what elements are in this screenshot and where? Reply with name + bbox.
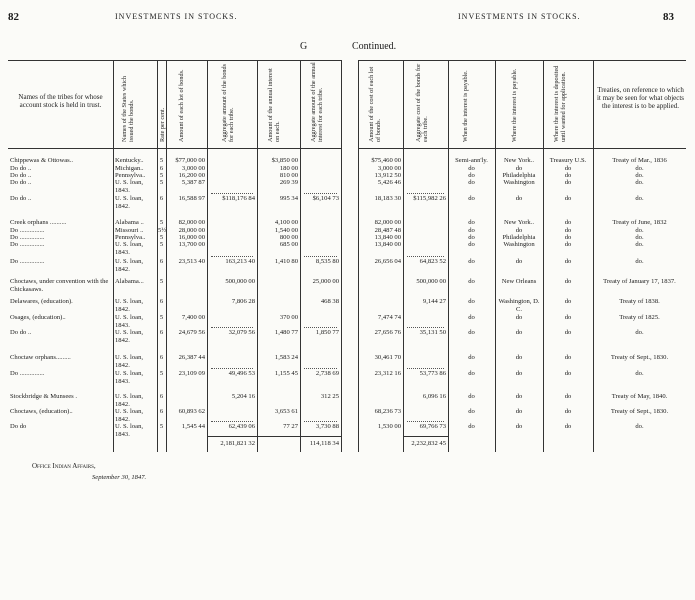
annual-interest: 1,540 00 (274, 227, 298, 234)
right-running-title: INVESTMENTS IN STOCKS. (458, 12, 581, 21)
aggregate-cost: 6,096 16 (422, 393, 446, 400)
subtotal-rule (304, 327, 337, 328)
where-payable: Washington, D. C. (498, 298, 540, 313)
column-header-where-deposited: Where the interest is deposited until wanted for application. (553, 65, 567, 142)
where-deposited: do (564, 234, 572, 241)
aggregate-bonds: 163,213 40 (225, 258, 255, 265)
aggregate-cost: 9,144 27 (422, 298, 446, 305)
annual-interest: 995 34 (279, 195, 298, 202)
where-deposited: do (564, 298, 572, 305)
treaty-reference: Treaty of May, 1840. (611, 393, 668, 400)
cost-each-lot: 18,183 30 (374, 195, 401, 202)
tribe-name: Do do .. (10, 329, 32, 336)
annual-interest: 3,653 61 (274, 408, 298, 415)
amount-each-lot: 24,679 56 (178, 329, 205, 336)
rate-per-cent: 5 (159, 423, 164, 430)
when-payable: do (468, 165, 475, 172)
cost-each-lot: 13,840 00 (374, 241, 401, 248)
amount-each-lot: 28,000 00 (178, 227, 205, 234)
amount-each-lot: 16,588 97 (178, 195, 205, 202)
section-letter: G (300, 41, 308, 52)
where-deposited: do (564, 195, 572, 202)
section-continued: Continued. (352, 41, 397, 52)
tribe-name: Do ............... (10, 258, 45, 265)
subtotal-rule (211, 256, 253, 257)
office-signature: Office Indian Affairs, (32, 462, 96, 470)
column-header-annual-interest: Amount of the annual interest on each. (267, 68, 281, 142)
total-aggregate-interest: 114,118 34 (309, 440, 339, 447)
right-column-rule (593, 60, 594, 452)
where-payable: do (515, 195, 523, 202)
issuing-state: U. S. loan, 1842. (115, 298, 144, 313)
amount-each-lot: 1,545 44 (181, 423, 205, 430)
treaty-reference: do. (635, 423, 644, 430)
treaty-reference: Treaty of 1825. (619, 314, 660, 321)
subtotal-rule (211, 421, 253, 422)
amount-each-lot: 23,513 40 (178, 258, 205, 265)
column-header-aggregate-interest: Aggregate amount of the annual interest for each tribe. (310, 62, 324, 142)
rate-per-cent: 5 (159, 219, 164, 226)
right-table-top-rule (358, 60, 686, 61)
rate-per-cent: 5 (159, 314, 164, 321)
where-payable: do (515, 370, 523, 377)
where-deposited: do (564, 227, 572, 234)
column-header-rate: Rate per cent. (159, 107, 166, 142)
aggregate-cost: 69,766 73 (419, 423, 446, 430)
where-payable: Washington (503, 241, 535, 248)
where-deposited: do (564, 241, 572, 248)
tribe-name: Delawares, (education). (10, 298, 73, 305)
where-deposited: do (564, 370, 572, 377)
where-payable: New York.. (503, 157, 535, 164)
where-payable: do (515, 408, 523, 415)
where-payable: do (515, 258, 523, 265)
when-payable: do (468, 195, 475, 202)
tribe-name: Do ............... (10, 234, 45, 241)
treaty-reference: do. (635, 234, 644, 241)
tribe-name: Do do .. (10, 195, 32, 202)
aggregate-bonds: 62,439 06 (228, 423, 255, 430)
annual-interest: 800 00 (279, 234, 298, 241)
aggregate-cost: $115,982 26 (413, 195, 446, 202)
tribe-name: Choctaws, under convention with the Chickasaws. (10, 278, 109, 293)
when-payable: do (468, 329, 475, 336)
when-payable: do (468, 314, 475, 321)
where-payable: do (515, 423, 523, 430)
where-payable: do (515, 314, 523, 321)
aggregate-interest: $6,104 73 (312, 195, 339, 202)
total-aggregate-cost: 2,232,832 45 (411, 440, 446, 447)
tribe-name: Choctaw orphans......... (10, 354, 71, 361)
annual-interest: 810 00 (279, 172, 298, 179)
cost-each-lot: 27,656 76 (374, 329, 401, 336)
left-column-rule (113, 60, 114, 452)
tribe-name: Creek orphans .......... (10, 219, 67, 226)
tribe-name: Do do .. (10, 165, 32, 172)
issuing-state: U. S. loan, 1843. (115, 241, 144, 256)
treaty-reference: do. (635, 165, 644, 172)
issuing-state: Michigan.. (115, 165, 144, 172)
subtotal-rule (407, 256, 444, 257)
where-payable: do (515, 354, 523, 361)
annual-interest: 1,480 77 (274, 329, 298, 336)
cost-each-lot: 1,530 00 (377, 423, 401, 430)
when-payable: do (468, 370, 475, 377)
rate-per-cent: 6 (159, 329, 164, 336)
annual-interest: 685 00 (279, 241, 298, 248)
where-deposited: do (564, 329, 572, 336)
left-running-title: INVESTMENTS IN STOCKS. (115, 12, 238, 21)
where-deposited: do (564, 219, 572, 226)
cost-each-lot: 26,656 04 (374, 258, 401, 265)
where-payable: New Orleans (501, 278, 537, 285)
when-payable: do (468, 227, 475, 234)
subtotal-rule (407, 327, 444, 328)
cost-each-lot: 23,312 16 (374, 370, 401, 377)
where-deposited: do (564, 354, 572, 361)
aggregate-cost: 500,000 00 (416, 278, 446, 285)
tribe-name: Do do .. (10, 172, 32, 179)
where-deposited: Treasury U.S. (549, 157, 587, 164)
when-payable: do (468, 393, 475, 400)
totals-rule (207, 436, 341, 437)
where-payable: do (515, 393, 523, 400)
column-header-amount-each: Amount of each lot of bonds. (178, 69, 185, 142)
when-payable: do (468, 298, 475, 305)
where-deposited: do (564, 179, 572, 186)
aggregate-interest: 8,535 80 (315, 258, 339, 265)
cost-each-lot: 30,461 70 (374, 354, 401, 361)
issuing-state: Alabama... (115, 278, 144, 285)
left-column-rule (166, 60, 167, 452)
column-header-names: Names of the tribes for whose account stock is held in trust. (18, 93, 103, 109)
treaty-reference: Treaty of Mar., 1836 (612, 157, 667, 164)
issuing-state: Kentucky.. (115, 157, 144, 164)
tribe-name: Do ............... (10, 227, 45, 234)
where-deposited: do (564, 314, 572, 321)
rate-per-cent: 5 (159, 370, 164, 377)
when-payable: do (468, 179, 475, 186)
where-deposited: do (564, 408, 572, 415)
rate-per-cent: 5 (159, 241, 164, 248)
annual-interest: 77 27 (283, 423, 298, 430)
aggregate-interest: 1,850 77 (315, 329, 339, 336)
annual-interest: $3,850 00 (271, 157, 298, 164)
treaty-reference: do. (635, 227, 644, 234)
column-header-treaties: Treaties, on reference to which it may be seen for what objects the interest is to be applied. (596, 86, 685, 110)
amount-each-lot: 23,109 09 (178, 370, 205, 377)
when-payable: Semi-ann'ly. (455, 157, 488, 164)
aggregate-cost: 35,131 50 (419, 329, 446, 336)
subtotal-rule (304, 193, 337, 194)
aggregate-bonds: 500,000 00 (225, 278, 255, 285)
issuing-state: Pennsylva.. (115, 234, 146, 241)
treaty-reference: do. (635, 172, 644, 179)
tribe-name: Do do .. (10, 179, 32, 186)
right-header-rule (358, 148, 686, 149)
rate-per-cent: 6 (159, 354, 164, 361)
right-page-number: 83 (663, 11, 674, 23)
tribe-name: Do do (10, 423, 27, 430)
cost-each-lot: 68,236 73 (374, 408, 401, 415)
amount-each-lot: 7,400 00 (181, 314, 205, 321)
cost-each-lot: 82,000 00 (374, 219, 401, 226)
where-deposited: do (564, 393, 572, 400)
annual-interest: 269 39 (279, 179, 298, 186)
annual-interest: 4,100 00 (274, 219, 298, 226)
column-header-aggregate-bonds: Aggregate amount of the bonds for each tribe. (221, 63, 235, 142)
aggregate-bonds: 5,204 16 (231, 393, 255, 400)
total-aggregate-bonds: 2,181,821 32 (220, 440, 255, 447)
issuing-state: U. S. loan, 1842. (115, 258, 144, 273)
left-column-rule (341, 60, 342, 452)
tribe-name: Do ............... (10, 370, 45, 377)
where-payable: do (515, 227, 523, 234)
where-deposited: do (564, 258, 572, 265)
amount-each-lot: 13,700 00 (178, 241, 205, 248)
cost-each-lot: 13,840 00 (374, 234, 401, 241)
left-table-top-rule (8, 60, 341, 61)
column-header-cost-each: Amount of the cost of each lot of bonds. (368, 66, 382, 142)
amount-each-lot: 16,000 00 (178, 234, 205, 241)
where-deposited: do (564, 423, 572, 430)
treaty-reference: Treaty of Sept., 1830. (610, 354, 669, 361)
subtotal-rule (304, 368, 337, 369)
totals-rule (403, 436, 448, 437)
issuing-state: U. S. loan, 1843. (115, 314, 144, 329)
amount-each-lot: 82,000 00 (178, 219, 205, 226)
amount-each-lot: 26,387 44 (178, 354, 205, 361)
tribe-name: Do ............... (10, 241, 45, 248)
subtotal-rule (304, 421, 337, 422)
treaty-reference: Treaty of Sept., 1830. (610, 408, 669, 415)
column-header-where-payable: Where the interest is payable. (511, 68, 518, 142)
where-deposited: do (564, 278, 572, 285)
subtotal-rule (407, 193, 444, 194)
issuing-state: Missouri .. (115, 227, 144, 234)
when-payable: do (468, 423, 475, 430)
treaty-reference: do. (635, 195, 644, 202)
aggregate-interest: 25,000 00 (312, 278, 339, 285)
where-payable: Philadelphia (502, 234, 536, 241)
aggregate-interest: 312 25 (320, 393, 339, 400)
when-payable: do (468, 408, 475, 415)
subtotal-rule (211, 327, 253, 328)
rate-per-cent: 5 (159, 234, 164, 241)
where-deposited: do (564, 172, 572, 179)
rate-per-cent: 6 (159, 298, 164, 305)
subtotal-rule (407, 421, 444, 422)
tribe-name: Chippewas & Ottowas.. (10, 157, 74, 164)
rate-per-cent: 6 (159, 258, 164, 265)
when-payable: do (468, 219, 475, 226)
issuing-state: U. S. loan, 1843. (115, 370, 144, 385)
where-payable: New York.. (503, 219, 535, 226)
subtotal-rule (211, 368, 253, 369)
signature-date: September 30, 1847. (92, 474, 147, 481)
left-page-number: 82 (8, 11, 19, 23)
where-payable: Washington (503, 179, 535, 186)
subtotal-rule (407, 368, 444, 369)
left-column-rule (257, 60, 258, 452)
amount-each-lot: 3,000 00 (181, 165, 205, 172)
tribe-name: Osages, (education).. (10, 314, 66, 321)
annual-interest: 1,410 80 (274, 258, 298, 265)
aggregate-interest: 2,738 69 (315, 370, 339, 377)
when-payable: do (468, 234, 475, 241)
rate-per-cent: 5½ (158, 227, 167, 234)
column-header-aggregate-cost: Aggregate cost of the bonds for each tribe. (415, 63, 429, 142)
treaty-reference: do. (635, 241, 644, 248)
subtotal-rule (304, 256, 337, 257)
amount-each-lot: 16,200 00 (178, 172, 205, 179)
annual-interest: 180 00 (279, 165, 298, 172)
subtotal-rule (211, 193, 253, 194)
right-column-rule (358, 60, 359, 452)
column-header-states: Names of the States which issued the bonds. (121, 76, 135, 142)
treaty-reference: do. (635, 370, 644, 377)
aggregate-bonds: 32,079 56 (228, 329, 255, 336)
annual-interest: 370 00 (279, 314, 298, 321)
tribe-name: Stockbridge & Munsees . (10, 393, 78, 400)
cost-each-lot: 28,487 48 (374, 227, 401, 234)
issuing-state: U. S. loan, 1843. (115, 423, 144, 438)
rate-per-cent: 6 (159, 165, 164, 172)
aggregate-bonds: 7,806 28 (231, 298, 255, 305)
treaty-reference: Treaty of 1838. (619, 298, 660, 305)
left-header-rule (8, 148, 341, 149)
rate-per-cent: 5 (159, 179, 164, 186)
issuing-state: U. S. loan, 1842. (115, 393, 144, 408)
issuing-state: U. S. loan, 1842. (115, 329, 144, 344)
aggregate-interest: 3,730 88 (315, 423, 339, 430)
aggregate-bonds: $118,176 84 (222, 195, 255, 202)
issuing-state: U. S. loan, 1842. (115, 354, 144, 369)
cost-each-lot: 7,474 74 (377, 314, 401, 321)
when-payable: do (468, 258, 475, 265)
rate-per-cent: 6 (159, 195, 164, 202)
when-payable: do (468, 172, 475, 179)
treaty-reference: Treaty of June, 1832 (612, 219, 667, 226)
treaty-reference: do. (635, 258, 644, 265)
rate-per-cent: 5 (159, 157, 164, 164)
when-payable: do (468, 241, 475, 248)
where-deposited: do (564, 165, 572, 172)
issuing-state: U. S. loan, 1842. (115, 408, 144, 423)
aggregate-bonds: 49,496 53 (228, 370, 255, 377)
amount-each-lot: $77,000 00 (175, 157, 205, 164)
where-payable: Philadelphia (502, 172, 536, 179)
amount-each-lot: 60,893 62 (178, 408, 205, 415)
when-payable: do (468, 354, 475, 361)
aggregate-cost: 64,823 52 (419, 258, 446, 265)
tribe-name: Choctaws, (education).. (10, 408, 73, 415)
treaty-reference: do. (635, 179, 644, 186)
issuing-state: Pennsylva.. (115, 172, 146, 179)
where-payable: do (515, 165, 523, 172)
treaty-reference: Treaty of January 17, 1837. (603, 278, 676, 285)
annual-interest: 1,155 45 (274, 370, 298, 377)
cost-each-lot: $75,460 00 (371, 157, 401, 164)
annual-interest: 1,583 24 (274, 354, 298, 361)
cost-each-lot: 13,912 50 (374, 172, 401, 179)
when-payable: do (468, 278, 475, 285)
rate-per-cent: 5 (159, 172, 164, 179)
amount-each-lot: 5,387 87 (181, 179, 205, 186)
rate-per-cent: 6 (159, 408, 164, 415)
issuing-state: Alabama .. (115, 219, 144, 226)
aggregate-interest: 468 38 (320, 298, 339, 305)
treaty-reference: do. (635, 329, 644, 336)
rate-per-cent: 5 (159, 278, 164, 285)
where-payable: do (515, 329, 523, 336)
column-header-when-payable: When the interest is payable. (462, 70, 469, 142)
issuing-state: U. S. loan, 1843. (115, 179, 144, 194)
cost-each-lot: 3,000 00 (377, 165, 401, 172)
aggregate-cost: 53,773 86 (419, 370, 446, 377)
issuing-state: U. S. loan, 1842. (115, 195, 144, 210)
cost-each-lot: 5,426 46 (377, 179, 401, 186)
rate-per-cent: 6 (159, 393, 164, 400)
